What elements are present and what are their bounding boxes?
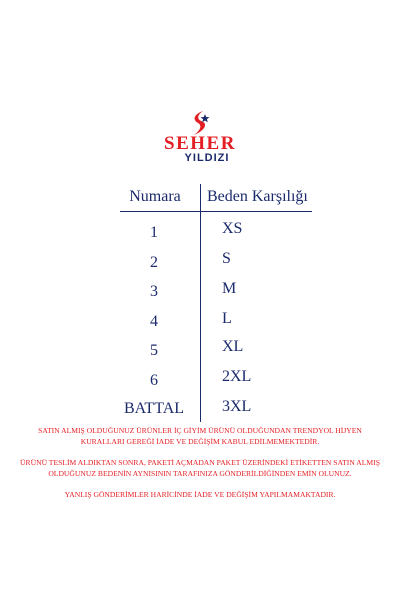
row-size: M — [222, 280, 237, 297]
row-number: 3 — [150, 283, 158, 300]
header-divider — [120, 211, 312, 212]
notice-hygiene: SATIN ALMIŞ OLDUĞUNUZ ÜRÜNLER İÇ GİYİM ÜRÜNÜ OLDUĞUNDAN TRENDYOL HİJYEN KURALLARI GEREĞİ İADE VE DEĞİŞİM KABUL EDİLMEMEKTEDİR. — [38, 426, 362, 446]
row-size: XS — [222, 220, 243, 237]
row-number: 2 — [150, 254, 158, 271]
row-size: 2XL — [222, 368, 252, 385]
row-size: S — [222, 250, 231, 267]
notice-check-package: ÜRÜNÜ TESLİM ALDIKTAN SONRA, PAKETİ AÇMADAN PAKET ÜZERİNDEKİ ETİKETTEN SATIN ALMIŞ OLDUĞUNUZ BEDENİN AYNISININ TARAFINIZA GÖNDERİLDİĞİNDEN EMİN OLUNUZ. — [20, 458, 380, 478]
row-size: 3XL — [222, 398, 252, 415]
header-beden-karsiligi: Beden Karşılığı — [207, 188, 308, 205]
brand-name: SEHER — [164, 133, 236, 154]
brand-subtitle: YILDIZI — [184, 152, 230, 164]
row-number: 4 — [150, 313, 158, 330]
row-number: BATTAL — [123, 400, 185, 417]
row-number: 6 — [150, 372, 158, 389]
notice-no-returns: YANLIŞ GÖNDERİMLER HARİCİNDE İADE VE DEĞİŞİM YAPILMAMAKTADIR. — [64, 490, 336, 499]
column-divider — [200, 184, 201, 422]
brand-logo — [0, 104, 400, 174]
size-chart-table — [0, 180, 400, 420]
header-numara: Numara — [129, 188, 181, 205]
row-size: XL — [222, 338, 244, 355]
notice-text — [20, 425, 380, 510]
row-size: L — [222, 310, 232, 327]
row-number: 1 — [150, 224, 158, 241]
row-number: 5 — [150, 342, 158, 359]
